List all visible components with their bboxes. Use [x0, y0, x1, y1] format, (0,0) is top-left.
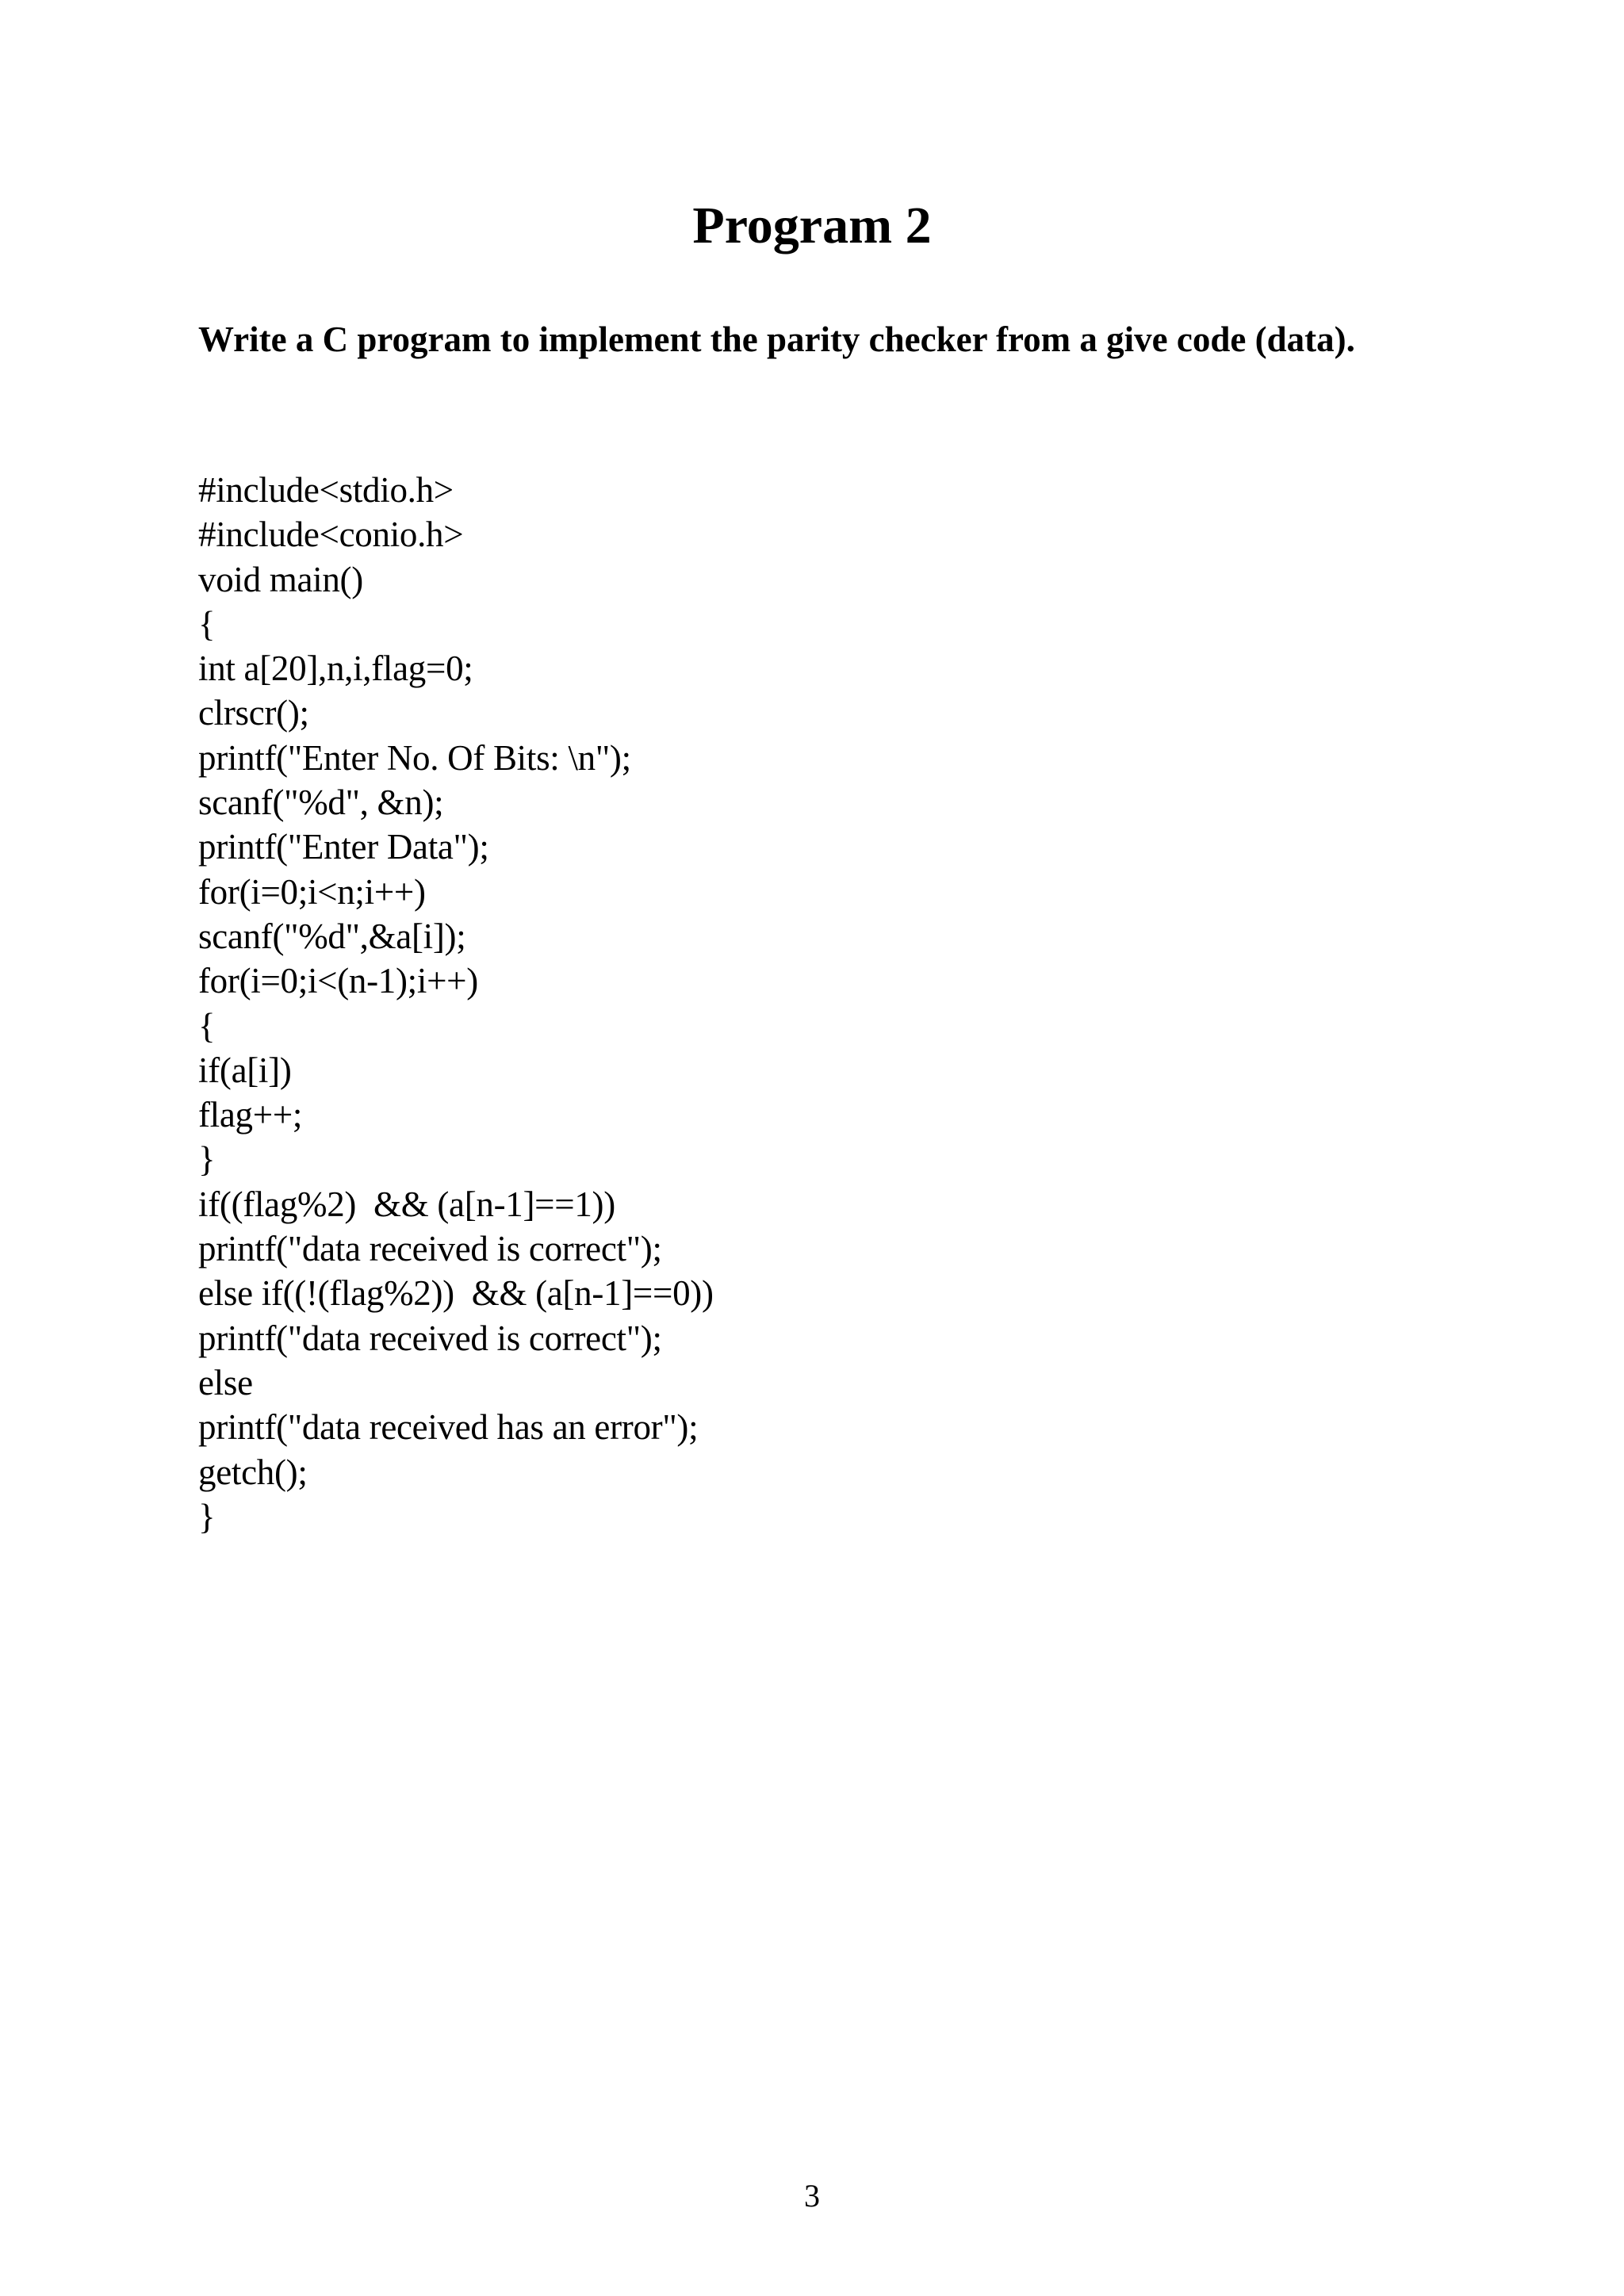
code-line: { [198, 1005, 216, 1046]
code-line: int a[20],n,i,flag=0; [198, 649, 473, 689]
code-line: scanf("%d", &n); [198, 783, 444, 823]
code-line: void main() [198, 559, 363, 599]
code-line: } [198, 1139, 216, 1180]
code-line: } [198, 1496, 216, 1536]
code-line: #include<stdio.h> [198, 470, 454, 510]
code-line: else [198, 1362, 253, 1402]
code-line: for(i=0;i<(n-1);i++) [198, 961, 478, 1001]
code-line: else if((!(flag%2)) && (a[n-1]==0)) [198, 1273, 714, 1314]
problem-statement: Write a C program to implement the parity checker from a give code (data). [198, 320, 1355, 359]
code-line: printf("Enter No. Of Bits: \n"); [198, 737, 631, 778]
code-line: clrscr(); [198, 693, 309, 733]
code-line: #include<conio.h> [198, 515, 464, 555]
page-title: Program 2 [692, 197, 932, 254]
code-line: for(i=0;i<n;i++) [198, 871, 426, 912]
code-line: { [198, 603, 216, 644]
code-line: printf("data received has an error"); [198, 1407, 699, 1448]
code-line: if(a[i]) [198, 1050, 292, 1090]
code-line: if((flag%2) && (a[n-1]==1)) [198, 1184, 615, 1224]
code-line: scanf("%d",&a[i]); [198, 916, 466, 956]
page-number: 3 [804, 2178, 820, 2214]
code-line: printf("data received is correct"); [198, 1229, 662, 1269]
code-listing [198, 468, 1467, 1539]
code-line: printf("data received is correct"); [198, 1318, 662, 1358]
code-line: flag++; [198, 1095, 303, 1135]
code-line: printf("Enter Data"); [198, 827, 489, 867]
code-line: getch(); [198, 1452, 308, 1492]
